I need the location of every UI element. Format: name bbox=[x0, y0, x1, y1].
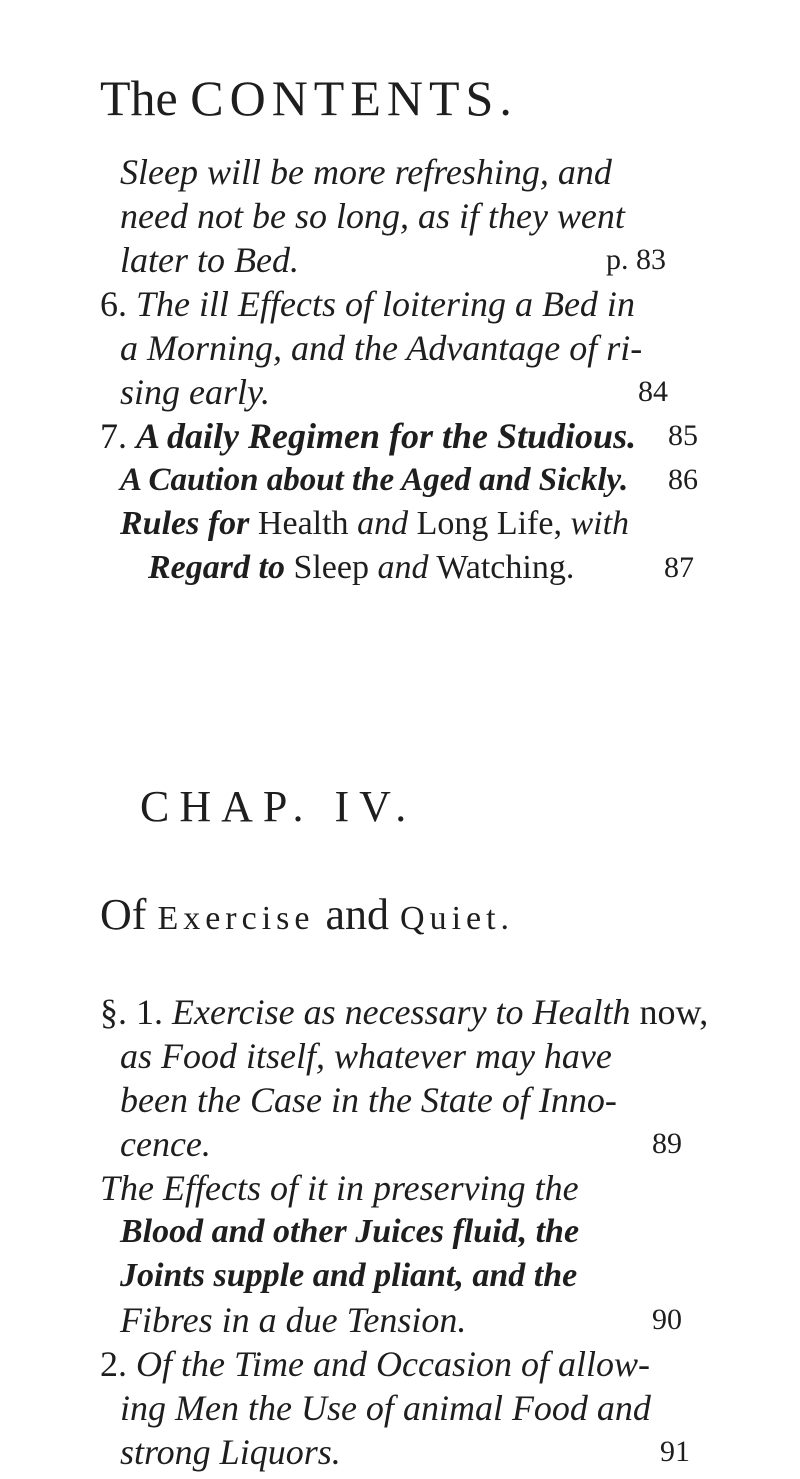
page-number: 86 bbox=[668, 463, 698, 496]
entry-number: 6. bbox=[100, 284, 127, 324]
running-head bbox=[100, 68, 518, 128]
section-first-line bbox=[100, 990, 708, 1034]
section-line: strong Liquors. bbox=[120, 1432, 341, 1472]
page-number: 85 bbox=[668, 419, 698, 452]
entry-number: 7. bbox=[100, 416, 127, 456]
subtitle-and: and bbox=[325, 890, 390, 939]
section-line: as Food itself, whatever may have bbox=[120, 1036, 612, 1076]
entry-text-italic: Rules for bbox=[120, 505, 250, 542]
page-number: p. 83 bbox=[606, 243, 666, 276]
page-number: 89 bbox=[652, 1127, 682, 1160]
entry-text-italic: and bbox=[377, 549, 429, 586]
running-head-title: CONTENTS. bbox=[190, 70, 518, 126]
section-line: ing Men the Use of animal Food and bbox=[120, 1388, 651, 1428]
running-head-prefix: The bbox=[100, 70, 178, 126]
entry-line: later to Bed. bbox=[120, 240, 299, 280]
section-line: cence. bbox=[120, 1124, 211, 1164]
section-line: The Effects of it in preserving the bbox=[100, 1168, 579, 1208]
entry-text-roman: Long Life, bbox=[416, 505, 562, 542]
entry-text-italic: Regard to bbox=[148, 549, 285, 586]
entry-text: The ill Effects of loitering a Bed in bbox=[136, 284, 635, 324]
subtitle-word: Exercise bbox=[157, 900, 315, 937]
entry-text-roman: Watching. bbox=[436, 549, 575, 586]
page-number: 90 bbox=[652, 1303, 682, 1336]
subtitle-word: Quiet. bbox=[400, 900, 515, 937]
entry-line: need not be so long, as if they went bbox=[120, 196, 625, 236]
section-text: Exercise as necessary to Health bbox=[172, 992, 631, 1032]
subtitle-of: Of bbox=[100, 890, 147, 939]
entry-line bbox=[120, 502, 629, 546]
section-first-line bbox=[100, 1342, 650, 1386]
entry-line bbox=[148, 546, 574, 590]
section-line: Joints supple and pliant, and the bbox=[120, 1257, 578, 1294]
entry-text-roman: Sleep bbox=[293, 549, 369, 586]
entry-line: Sleep will be more refreshing, and bbox=[120, 152, 612, 192]
chapter-heading: CHAP. IV. bbox=[140, 782, 417, 831]
section-number: 2. bbox=[100, 1344, 127, 1384]
section-text-roman: now, bbox=[639, 992, 709, 1032]
chapter-subtitle bbox=[100, 888, 514, 946]
entry-line: A Caution about the Aged and Sickly. bbox=[120, 462, 629, 498]
entry-line: sing early. bbox=[120, 372, 270, 412]
page-number: 91 bbox=[660, 1435, 690, 1468]
section-text: Of the Time and Occasion of allow- bbox=[136, 1344, 650, 1384]
entry-line: a Morning, and the Advantage of ri- bbox=[120, 328, 643, 368]
entry-text-italic: with bbox=[570, 505, 630, 542]
entry-text-roman: Health bbox=[257, 505, 349, 542]
entry-text: A daily Regimen for the Studious. bbox=[136, 416, 637, 456]
section-line: Blood and other Juices fluid, the bbox=[120, 1213, 580, 1250]
entry-first-line bbox=[100, 282, 635, 326]
entry-first-line bbox=[100, 414, 636, 458]
page-number: 84 bbox=[638, 375, 668, 408]
section-number: §. 1. bbox=[100, 992, 163, 1032]
page-number: 87 bbox=[664, 551, 694, 584]
entry-text-italic: and bbox=[357, 505, 409, 542]
section-line: Fibres in a due Tension. bbox=[120, 1300, 467, 1340]
section-line: been the Case in the State of Inno- bbox=[120, 1080, 617, 1120]
